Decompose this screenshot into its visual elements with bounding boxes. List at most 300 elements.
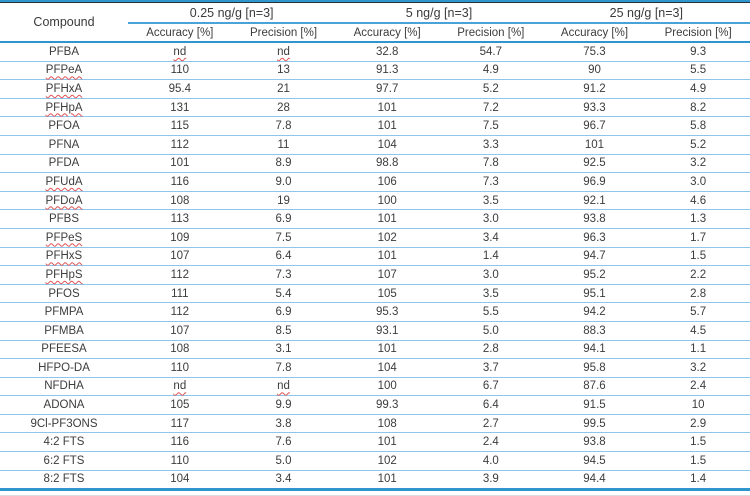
value-cell [128,247,232,266]
value-cell [439,135,543,154]
value-cell [232,247,336,266]
value-cell-text: 5.8 [690,120,707,133]
value-cell-text: 3.2 [690,157,707,170]
value-cell [232,61,336,80]
value-cell [128,340,232,359]
value-cell-text: 19 [277,194,290,207]
value-cell-text: 2.9 [690,417,707,430]
value-cell-text: 2.7 [482,417,499,430]
value-cell-text: 5.2 [482,82,499,95]
value-cell-text: 92.1 [583,194,606,207]
subheader-accuracy-1: Accuracy [%] [128,23,232,42]
compound-cell-text: NFDHA [44,380,84,393]
value-cell-text: 8.2 [690,101,707,114]
value-cell-text: 2.4 [690,380,707,393]
value-cell-text: 99.5 [583,417,606,430]
value-cell-text: 3.3 [482,138,499,151]
table-row [0,452,750,471]
value-cell [335,284,439,303]
compound-cell [0,173,128,192]
value-cell [439,433,543,452]
value-cell [335,359,439,378]
accuracy-precision-table [0,3,750,488]
value-cell-text: 54.7 [479,45,503,58]
compound-cell-text: 4:2 FTS [43,436,85,449]
value-cell-text: 32.8 [375,45,399,58]
value-cell-text: nd [277,45,290,58]
value-cell [335,340,439,359]
value-cell-text: 1.5 [690,454,707,467]
value-cell-text: 98.8 [375,157,399,170]
value-cell [232,266,336,285]
value-cell-text: 3.0 [690,175,707,188]
value-cell [543,117,647,136]
table-row [0,173,750,192]
value-cell [439,228,543,247]
group-header-row [0,3,750,23]
table-row [0,210,750,229]
value-cell [439,42,543,61]
value-cell-text: 4.6 [690,194,707,207]
value-cell-text: 3.9 [482,473,499,486]
value-cell-text: 104 [377,138,397,151]
value-cell-text: 112 [170,138,189,151]
value-cell [439,284,543,303]
value-cell-text: 108 [170,194,190,207]
value-cell-text: 3.0 [482,213,499,226]
value-cell-text: 8.5 [275,324,292,337]
value-cell-text: 6.7 [482,380,499,393]
value-cell-text: 90 [588,64,601,77]
value-cell-text: 3.5 [482,194,499,207]
value-cell [439,61,543,80]
value-cell [232,173,336,192]
group-header-0.25ng: 0.25 ng/g [n=3] [128,3,335,23]
value-cell [646,359,750,378]
value-cell-text: 95.8 [583,361,606,374]
value-cell-text: 1.3 [690,213,707,226]
value-cell [128,80,232,99]
table-row [0,191,750,210]
value-cell-text: 108 [170,343,190,356]
compound-cell-text: PFDA [48,157,80,170]
compound-cell [0,42,128,61]
compound-cell [0,303,128,322]
value-cell-text: 107 [170,324,190,337]
value-cell [543,191,647,210]
group-header-5ng: 5 ng/g [n=3] [335,3,542,23]
value-cell [543,173,647,192]
value-cell-text: 96.3 [583,231,606,244]
compound-column-header: Compound [0,3,128,42]
compound-cell-text: PFMBA [44,324,84,337]
value-cell-text: 101 [377,436,397,449]
compound-cell [0,98,128,117]
value-cell [335,173,439,192]
value-cell [646,321,750,340]
value-cell [543,247,647,266]
value-cell [128,210,232,229]
value-cell [232,154,336,173]
value-cell [128,135,232,154]
compound-cell [0,284,128,303]
table-row [0,61,750,80]
value-cell-text: 112 [170,268,189,281]
value-cell-text: 95.3 [375,306,399,319]
value-cell [439,191,543,210]
table-bottom-border [0,488,750,491]
value-cell [646,247,750,266]
value-cell-text: 7.6 [275,436,292,449]
compound-cell-text: PFHxS [45,250,83,263]
compound-cell [0,377,128,396]
value-cell [335,80,439,99]
value-cell-text: 7.5 [482,120,499,133]
table-row [0,80,750,99]
compound-cell [0,433,128,452]
table-row [0,284,750,303]
value-cell-text: 96.7 [583,120,606,133]
value-cell [439,117,543,136]
value-cell [232,228,336,247]
value-cell-text: 91.5 [583,399,606,412]
value-cell [543,452,647,471]
value-cell-text: 117 [170,417,189,430]
value-cell [543,359,647,378]
value-cell [335,135,439,154]
value-cell [543,321,647,340]
value-cell [128,173,232,192]
value-cell-text: 5.7 [690,306,707,319]
value-cell [646,42,750,61]
value-cell [439,303,543,322]
value-cell-text: 94.2 [583,306,606,319]
compound-cell-text: PFUdA [45,175,83,188]
value-cell [335,396,439,415]
value-cell [232,80,336,99]
compound-cell-text: PFOS [48,287,80,300]
table-row [0,340,750,359]
value-cell-text: 95.2 [583,268,606,281]
table-row [0,154,750,173]
value-cell [232,377,336,396]
value-cell-text: 105 [377,287,397,300]
value-cell [439,80,543,99]
value-cell [543,470,647,488]
value-cell-text: 116 [170,175,189,188]
value-cell [543,266,647,285]
value-cell-text: 7.8 [275,120,292,133]
value-cell-text: 101 [377,250,397,263]
value-cell [232,433,336,452]
value-cell [543,377,647,396]
value-cell-text: 99.3 [375,399,399,412]
value-cell [543,303,647,322]
value-cell-text: 1.4 [690,473,707,486]
compound-cell [0,191,128,210]
value-cell [232,191,336,210]
value-cell [646,98,750,117]
value-cell [646,340,750,359]
value-cell [335,228,439,247]
value-cell [646,210,750,229]
value-cell-text: 94.1 [583,343,606,356]
value-cell [128,228,232,247]
value-cell-text: 97.7 [375,82,399,95]
value-cell [232,452,336,471]
value-cell [646,414,750,433]
value-cell-text: 9.9 [275,399,292,412]
table-row [0,266,750,285]
value-cell-text: 111 [171,287,189,300]
value-cell-text: 4.0 [482,454,499,467]
value-cell [128,154,232,173]
value-cell-text: 3.8 [275,417,292,430]
value-cell-text: 91.2 [583,82,606,95]
compound-cell [0,228,128,247]
value-cell-text: nd [277,380,290,393]
value-cell [232,359,336,378]
value-cell [439,247,543,266]
compound-cell-text: PFEESA [41,343,87,356]
group-header-25ng: 25 ng/g [n=3] [543,3,750,23]
value-cell-text: 116 [170,436,189,449]
value-cell [335,377,439,396]
value-cell [646,452,750,471]
compound-cell [0,414,128,433]
value-cell-text: 101 [584,138,605,151]
value-cell [439,210,543,229]
value-cell-text: 7.2 [482,101,499,114]
value-cell-text: 3.1 [275,343,292,356]
compound-cell [0,61,128,80]
value-cell-text: 9.0 [275,175,292,188]
compound-cell [0,117,128,136]
table-row [0,470,750,488]
value-cell [646,154,750,173]
subheader-accuracy-2: Accuracy [%] [335,23,439,42]
value-cell [335,303,439,322]
value-cell-text: 104 [377,361,397,374]
value-cell [128,284,232,303]
value-cell-text: 93.1 [375,324,399,337]
value-cell [128,61,232,80]
value-cell [646,173,750,192]
value-cell-text: 3.5 [482,287,499,300]
value-cell-text: 105 [170,399,190,412]
compound-cell-text: PFHpS [45,268,83,281]
value-cell [543,61,647,80]
value-cell [232,414,336,433]
value-cell-text: 6.4 [482,399,499,412]
value-cell-text: 7.8 [482,157,499,170]
value-cell [646,377,750,396]
value-cell-text: 3.4 [482,231,499,244]
compound-cell [0,340,128,359]
value-cell [128,117,232,136]
value-cell [335,470,439,488]
value-cell [128,470,232,488]
compound-cell [0,470,128,488]
compound-cell [0,80,128,99]
value-cell-text: 109 [170,231,190,244]
value-cell-text: 3.4 [275,473,292,486]
value-cell [335,452,439,471]
value-cell [439,154,543,173]
compound-cell-text: PFOA [48,120,80,133]
value-cell-text: 95.4 [168,82,192,95]
value-cell-text: 2.8 [690,287,707,300]
value-cell [646,117,750,136]
compound-cell [0,359,128,378]
value-cell-text: 5.2 [690,138,707,151]
value-cell-text: 1.5 [690,250,707,263]
value-cell-text: 101 [377,101,397,114]
value-cell-text: 100 [377,194,397,207]
value-cell-text: 101 [377,473,397,486]
value-cell-text: 108 [377,417,397,430]
value-cell [335,117,439,136]
value-cell [646,80,750,99]
value-cell [439,377,543,396]
value-cell [543,433,647,452]
value-cell [128,321,232,340]
value-cell [543,80,647,99]
value-cell-text: 10 [691,399,705,412]
value-cell-text: 95.1 [583,287,606,300]
value-cell-text: 94.4 [583,473,606,486]
subheader-precision-3: Precision [%] [646,23,750,42]
value-cell [543,340,647,359]
compound-cell [0,247,128,266]
table-header [0,3,750,42]
table-row [0,98,750,117]
compound-cell [0,135,128,154]
value-cell [128,396,232,415]
value-cell-text: 2.8 [482,343,499,356]
value-cell-text: 3.7 [482,361,499,374]
value-cell [232,340,336,359]
value-cell-text: 92.5 [583,157,606,170]
value-cell [646,266,750,285]
subheader-precision-1: Precision [%] [232,23,336,42]
value-cell-text: 93.8 [583,436,606,449]
value-cell-text: 107 [377,268,397,281]
value-cell-text: 6.4 [275,250,292,263]
value-cell [335,154,439,173]
value-cell [232,135,336,154]
table-row [0,414,750,433]
value-cell-text: 101 [377,343,397,356]
value-cell [232,321,336,340]
value-cell-text: 100 [377,380,397,393]
value-cell-text: 1.4 [482,250,499,263]
value-cell [335,210,439,229]
value-cell-text: 3.2 [690,361,707,374]
compound-cell-text: PFNA [48,138,80,151]
value-cell [128,359,232,378]
value-cell [335,414,439,433]
value-cell [439,414,543,433]
value-cell [439,173,543,192]
value-cell [128,452,232,471]
table-row [0,433,750,452]
value-cell [646,228,750,247]
value-cell-text: 28 [277,101,290,114]
value-cell-text: 8.9 [275,157,292,170]
value-cell-text: 7.5 [275,231,292,244]
compound-cell-text: 9Cl-PF3ONS [30,417,98,430]
value-cell [232,210,336,229]
value-cell [646,61,750,80]
value-cell-text: 102 [377,231,397,244]
table-row [0,377,750,396]
value-cell-text: 5.4 [275,287,292,300]
value-cell [232,303,336,322]
value-cell-text: 110 [170,361,189,374]
value-cell-text: 93.3 [583,101,606,114]
value-cell-text: 102 [377,454,397,467]
value-cell [439,470,543,488]
value-cell-text: 4.9 [690,82,707,95]
value-cell-text: 115 [170,120,189,133]
value-cell-text: 5.0 [275,454,292,467]
value-cell-text: 107 [170,250,190,263]
value-cell-text: 7.3 [482,175,499,188]
compound-cell-text: 8:2 FTS [43,473,85,486]
compound-cell-text: PFMPA [44,306,84,319]
table-row [0,228,750,247]
value-cell-text: 1.7 [690,231,707,244]
compound-cell [0,321,128,340]
value-cell-text: 9.3 [690,45,707,58]
value-cell [646,433,750,452]
value-cell [646,135,750,154]
value-cell [128,266,232,285]
compound-cell-text: PFBA [48,45,80,58]
value-cell [232,117,336,136]
value-cell [646,396,750,415]
value-cell [646,470,750,488]
value-cell [232,470,336,488]
compound-cell [0,266,128,285]
value-cell [543,414,647,433]
value-cell [439,396,543,415]
value-cell [543,98,647,117]
value-cell [335,247,439,266]
compound-cell-text: 6:2 FTS [43,454,85,467]
value-cell-text: 104 [170,473,190,486]
value-cell-text: 7.3 [275,268,292,281]
value-cell-text: 2.2 [690,268,707,281]
value-cell-text: 11 [277,138,290,151]
table-row [0,135,750,154]
table-row [0,321,750,340]
value-cell-text: 87.6 [583,380,606,393]
value-cell [543,42,647,61]
value-cell [335,266,439,285]
compound-cell [0,396,128,415]
value-cell [128,414,232,433]
value-cell-text: 21 [277,82,290,95]
value-cell [335,321,439,340]
value-cell [543,284,647,303]
value-cell-text: 91.3 [375,64,399,77]
value-cell [335,191,439,210]
value-cell-text: 113 [170,213,189,226]
subheader-accuracy-3: Accuracy [%] [543,23,647,42]
value-cell [439,98,543,117]
